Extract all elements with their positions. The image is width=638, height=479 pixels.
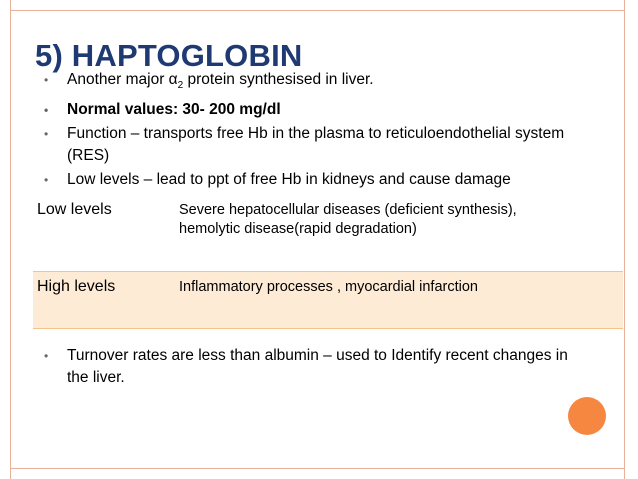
bullet-list bbox=[38, 69, 638, 193]
bullet-text-line2: (RES) bbox=[67, 147, 110, 165]
decorative-circle bbox=[568, 397, 606, 435]
frame-bottom-line bbox=[10, 468, 625, 469]
bullet-text-line1: Function – transports free Hb in the plasma to reticuloendothelial system bbox=[67, 125, 565, 143]
levels-table bbox=[33, 195, 623, 329]
bullet-dot: • bbox=[44, 173, 49, 188]
bullet-item bbox=[38, 69, 638, 97]
bullet-text-line2: the liver. bbox=[67, 369, 125, 386]
bullet-dot: • bbox=[44, 127, 49, 142]
row-description bbox=[175, 195, 623, 272]
alpha-subscript: 2 bbox=[177, 80, 184, 92]
description-line1: Severe hepatocellular diseases (deficient synthesis), bbox=[179, 202, 517, 218]
bullet-dot: • bbox=[44, 349, 49, 363]
row-label: Low levels bbox=[33, 195, 175, 272]
bullet-text-line1: Turnover rates are less than albumin – used to Identify recent changes in bbox=[67, 347, 568, 364]
description-line1: Inflammatory processes , myocardial infarction bbox=[179, 279, 478, 295]
bullet-item bbox=[38, 169, 638, 191]
frame-top-line bbox=[10, 10, 625, 11]
bullet-text: Low levels – lead to ppt of free Hb in kidneys and cause damage bbox=[67, 171, 511, 189]
bullet-list-bottom bbox=[38, 345, 638, 389]
bullet-text: Normal values: 30- 200 mg/dl bbox=[67, 101, 281, 119]
bullet-dot: • bbox=[44, 73, 49, 87]
row-description bbox=[175, 272, 623, 329]
alpha-symbol: α bbox=[168, 71, 178, 88]
slide-title: 5) HAPTOGLOBIN bbox=[35, 38, 303, 73]
table-row bbox=[33, 272, 623, 329]
description-line2: hemolytic disease(rapid degradation) bbox=[179, 221, 417, 237]
bullet-item bbox=[38, 99, 638, 121]
bullet-item bbox=[38, 123, 638, 167]
row-label: High levels bbox=[33, 272, 175, 329]
bullet-text-before: Another major bbox=[67, 71, 169, 88]
bullet-text-after: protein synthesised in liver. bbox=[183, 71, 374, 88]
table-row bbox=[33, 195, 623, 272]
bullet-dot: • bbox=[44, 103, 49, 118]
bullet-item bbox=[38, 345, 638, 389]
frame-left-line bbox=[10, 0, 11, 479]
